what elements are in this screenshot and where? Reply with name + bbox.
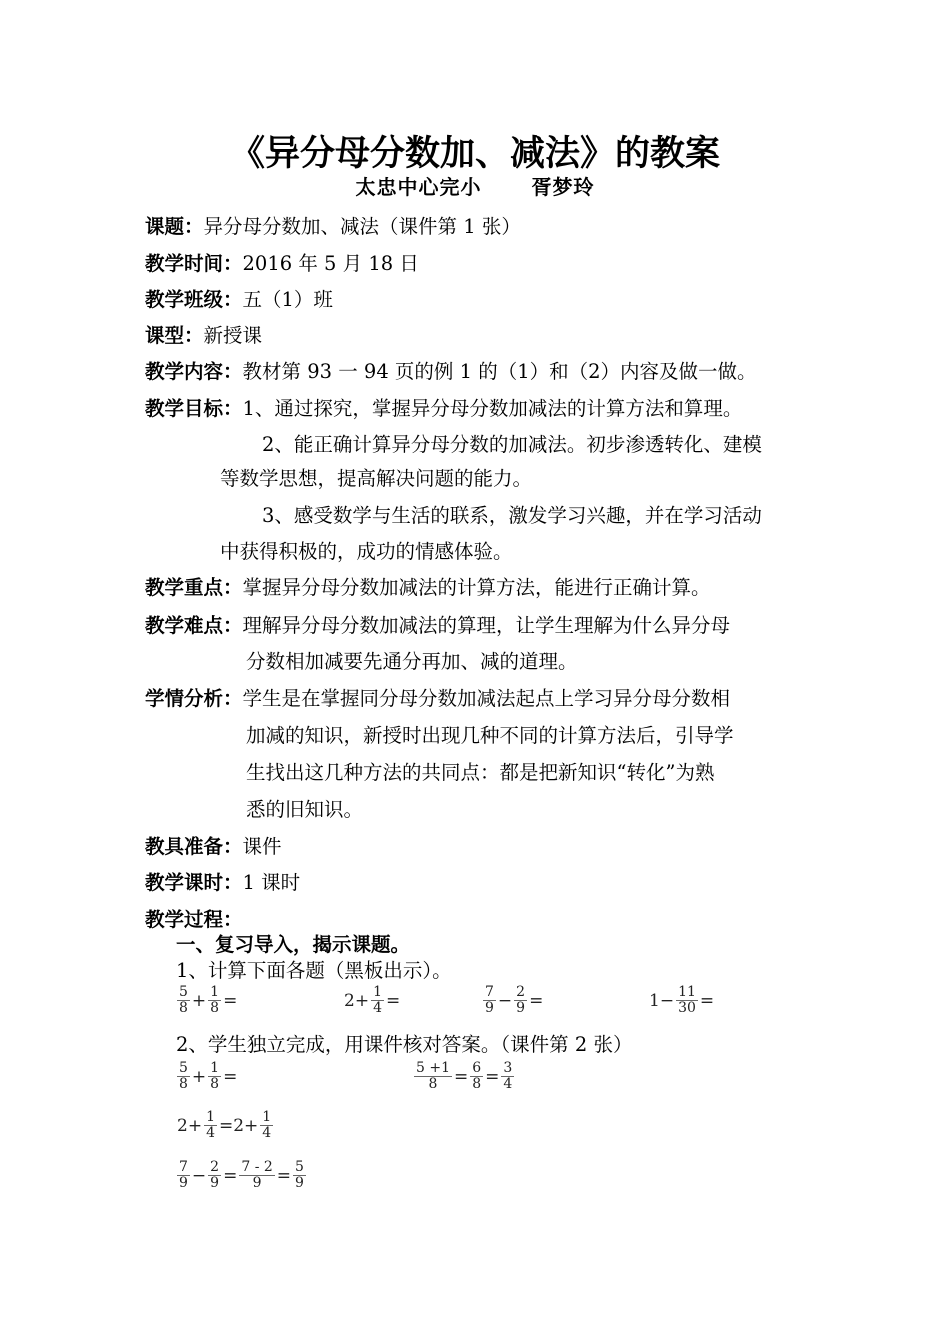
field-value: 学生是在掌握同分母分数加减法起点上学习异分母分数相: [242, 687, 731, 710]
field-key: [145, 574, 711, 602]
fraction: $\frac{2}{9}$: [516, 984, 526, 1016]
field-type: [145, 322, 262, 350]
field-value: 五（1）班: [242, 288, 333, 311]
problem-4: 1− $\frac{11}{30}$ =: [649, 984, 715, 1016]
field-content: [145, 358, 757, 386]
problem-3: $\frac{7}{9}$ − $\frac{2}{9}$ =: [485, 984, 544, 1016]
fraction: $\frac{11}{30}$: [678, 984, 696, 1016]
field-label: 教学过程：: [145, 908, 243, 931]
field-label: 教具准备：: [145, 835, 243, 858]
fraction: $\frac{1}{4}$: [206, 1109, 215, 1141]
field-class: [145, 286, 333, 314]
solution-1-result: $\frac{5 +1}{8}$ = $\frac{6}{8}$ = $\frac{3}{4}$: [416, 1060, 513, 1092]
field-tools: [145, 833, 282, 861]
goal-2-line-1: 2、能正确计算异分母分数的加减法。初步渗透转化、建模: [262, 433, 762, 456]
field-hours: [145, 869, 300, 897]
goal-2-line-2: 等数学思想，提高解决问题的能力。: [220, 467, 533, 490]
fraction: $\frac{5}{8}$: [179, 984, 188, 1016]
field-value: 教材第 93 一 94 页的例 1 的（1）和（2）内容及做一做。: [242, 360, 757, 383]
fraction: $\frac{5 +1}{8}$: [416, 1060, 450, 1092]
field-time: [145, 250, 419, 278]
field-label: 课题：: [145, 215, 204, 238]
field-value: 1 课时: [242, 871, 301, 894]
field-label: 教学重点：: [145, 576, 243, 599]
fraction: $\frac{5}{9}$: [295, 1159, 304, 1191]
analysis-line-3: 生找出这几种方法的共同点：都是把新知识“转化”为熟: [246, 761, 715, 784]
field-label: 课型：: [145, 324, 204, 347]
field-label: 学情分析：: [145, 687, 243, 710]
field-value: 2016 年 5 月 18 日: [242, 252, 419, 275]
fraction: $\frac{1}{8}$: [210, 984, 220, 1016]
field-label: 教学时间：: [145, 252, 243, 275]
fraction: $\frac{6}{8}$: [472, 1060, 482, 1092]
solution-1: $\frac{5}{8}$ + $\frac{1}{8}$ =: [179, 1060, 238, 1092]
field-value: 异分母分数加、减法（课件第 1 张）: [203, 215, 521, 238]
field-topic: [145, 213, 521, 241]
fraction: $\frac{7}{9}$: [485, 984, 494, 1016]
field-label: 教学内容：: [145, 360, 243, 383]
step-1: 1、计算下面各题（黑板出示）。: [176, 959, 452, 982]
field-value: 新授课: [203, 324, 263, 347]
field-label: 教学班级：: [145, 288, 243, 311]
fraction: $\frac{1}{4}$: [262, 1109, 272, 1141]
fraction: $\frac{7}{9}$: [179, 1159, 188, 1191]
difficulty-line-2: 分数相加减要先通分再加、减的道理。: [246, 650, 578, 673]
field-label: 教学课时：: [145, 871, 243, 894]
field-value: 课件: [242, 835, 282, 858]
field-difficulty: [145, 612, 730, 640]
fraction: $\frac{3}{4}$: [503, 1060, 513, 1092]
fraction: $\frac{2}{9}$: [210, 1159, 220, 1191]
fraction: $\frac{1}{8}$: [210, 1060, 220, 1092]
author-line: 太忠中心完小 胥梦玲: [355, 175, 595, 199]
field-label: 教学难点：: [145, 614, 243, 637]
step-2: 2、学生独立完成，用课件核对答案。（课件第 2 张）: [176, 1033, 633, 1056]
solution-3: $\frac{7}{9}$ − $\frac{2}{9}$ = $\frac{7 - 2}{9}$ = $\frac{5}{9}$: [179, 1159, 304, 1191]
field-goals: [145, 395, 742, 423]
analysis-line-2: 加减的知识，新授时出现几种不同的计算方法后，引导学: [246, 724, 734, 747]
analysis-line-4: 悉的旧知识。: [246, 798, 364, 821]
fraction: $\frac{5}{8}$: [179, 1060, 188, 1092]
field-value: 掌握异分母分数加减法的计算方法，能进行正确计算。: [242, 576, 711, 599]
field-value: 理解异分母分数加减法的算理，让学生理解为什么异分母: [242, 614, 731, 637]
solution-2: 2+ $\frac{1}{4}$ =2+ $\frac{1}{4}$: [177, 1109, 272, 1141]
field-process: [145, 906, 243, 934]
goal-3-line-1: 3、感受数学与生活的联系，激发学习兴趣，并在学习活动: [262, 504, 762, 527]
field-label: 教学目标：: [145, 397, 243, 420]
page-title: 《异分母分数加、减法》的教案: [229, 133, 720, 174]
goal-3-line-2: 中获得积极的，成功的情感体验。: [220, 540, 513, 563]
fraction: $\frac{7 - 2}{9}$: [241, 1159, 273, 1191]
goal-1: 1、通过探究，掌握异分母分数加减法的计算方法和算理。: [242, 397, 743, 420]
problem-1: $\frac{5}{8}$ + $\frac{1}{8}$ =: [179, 984, 238, 1016]
section-heading: 一、复习导入，揭示课题。: [176, 933, 411, 956]
fraction: $\frac{1}{4}$: [373, 984, 382, 1016]
field-analysis: [145, 685, 730, 713]
problem-2: 2+ $\frac{1}{4}$ =: [344, 984, 401, 1016]
